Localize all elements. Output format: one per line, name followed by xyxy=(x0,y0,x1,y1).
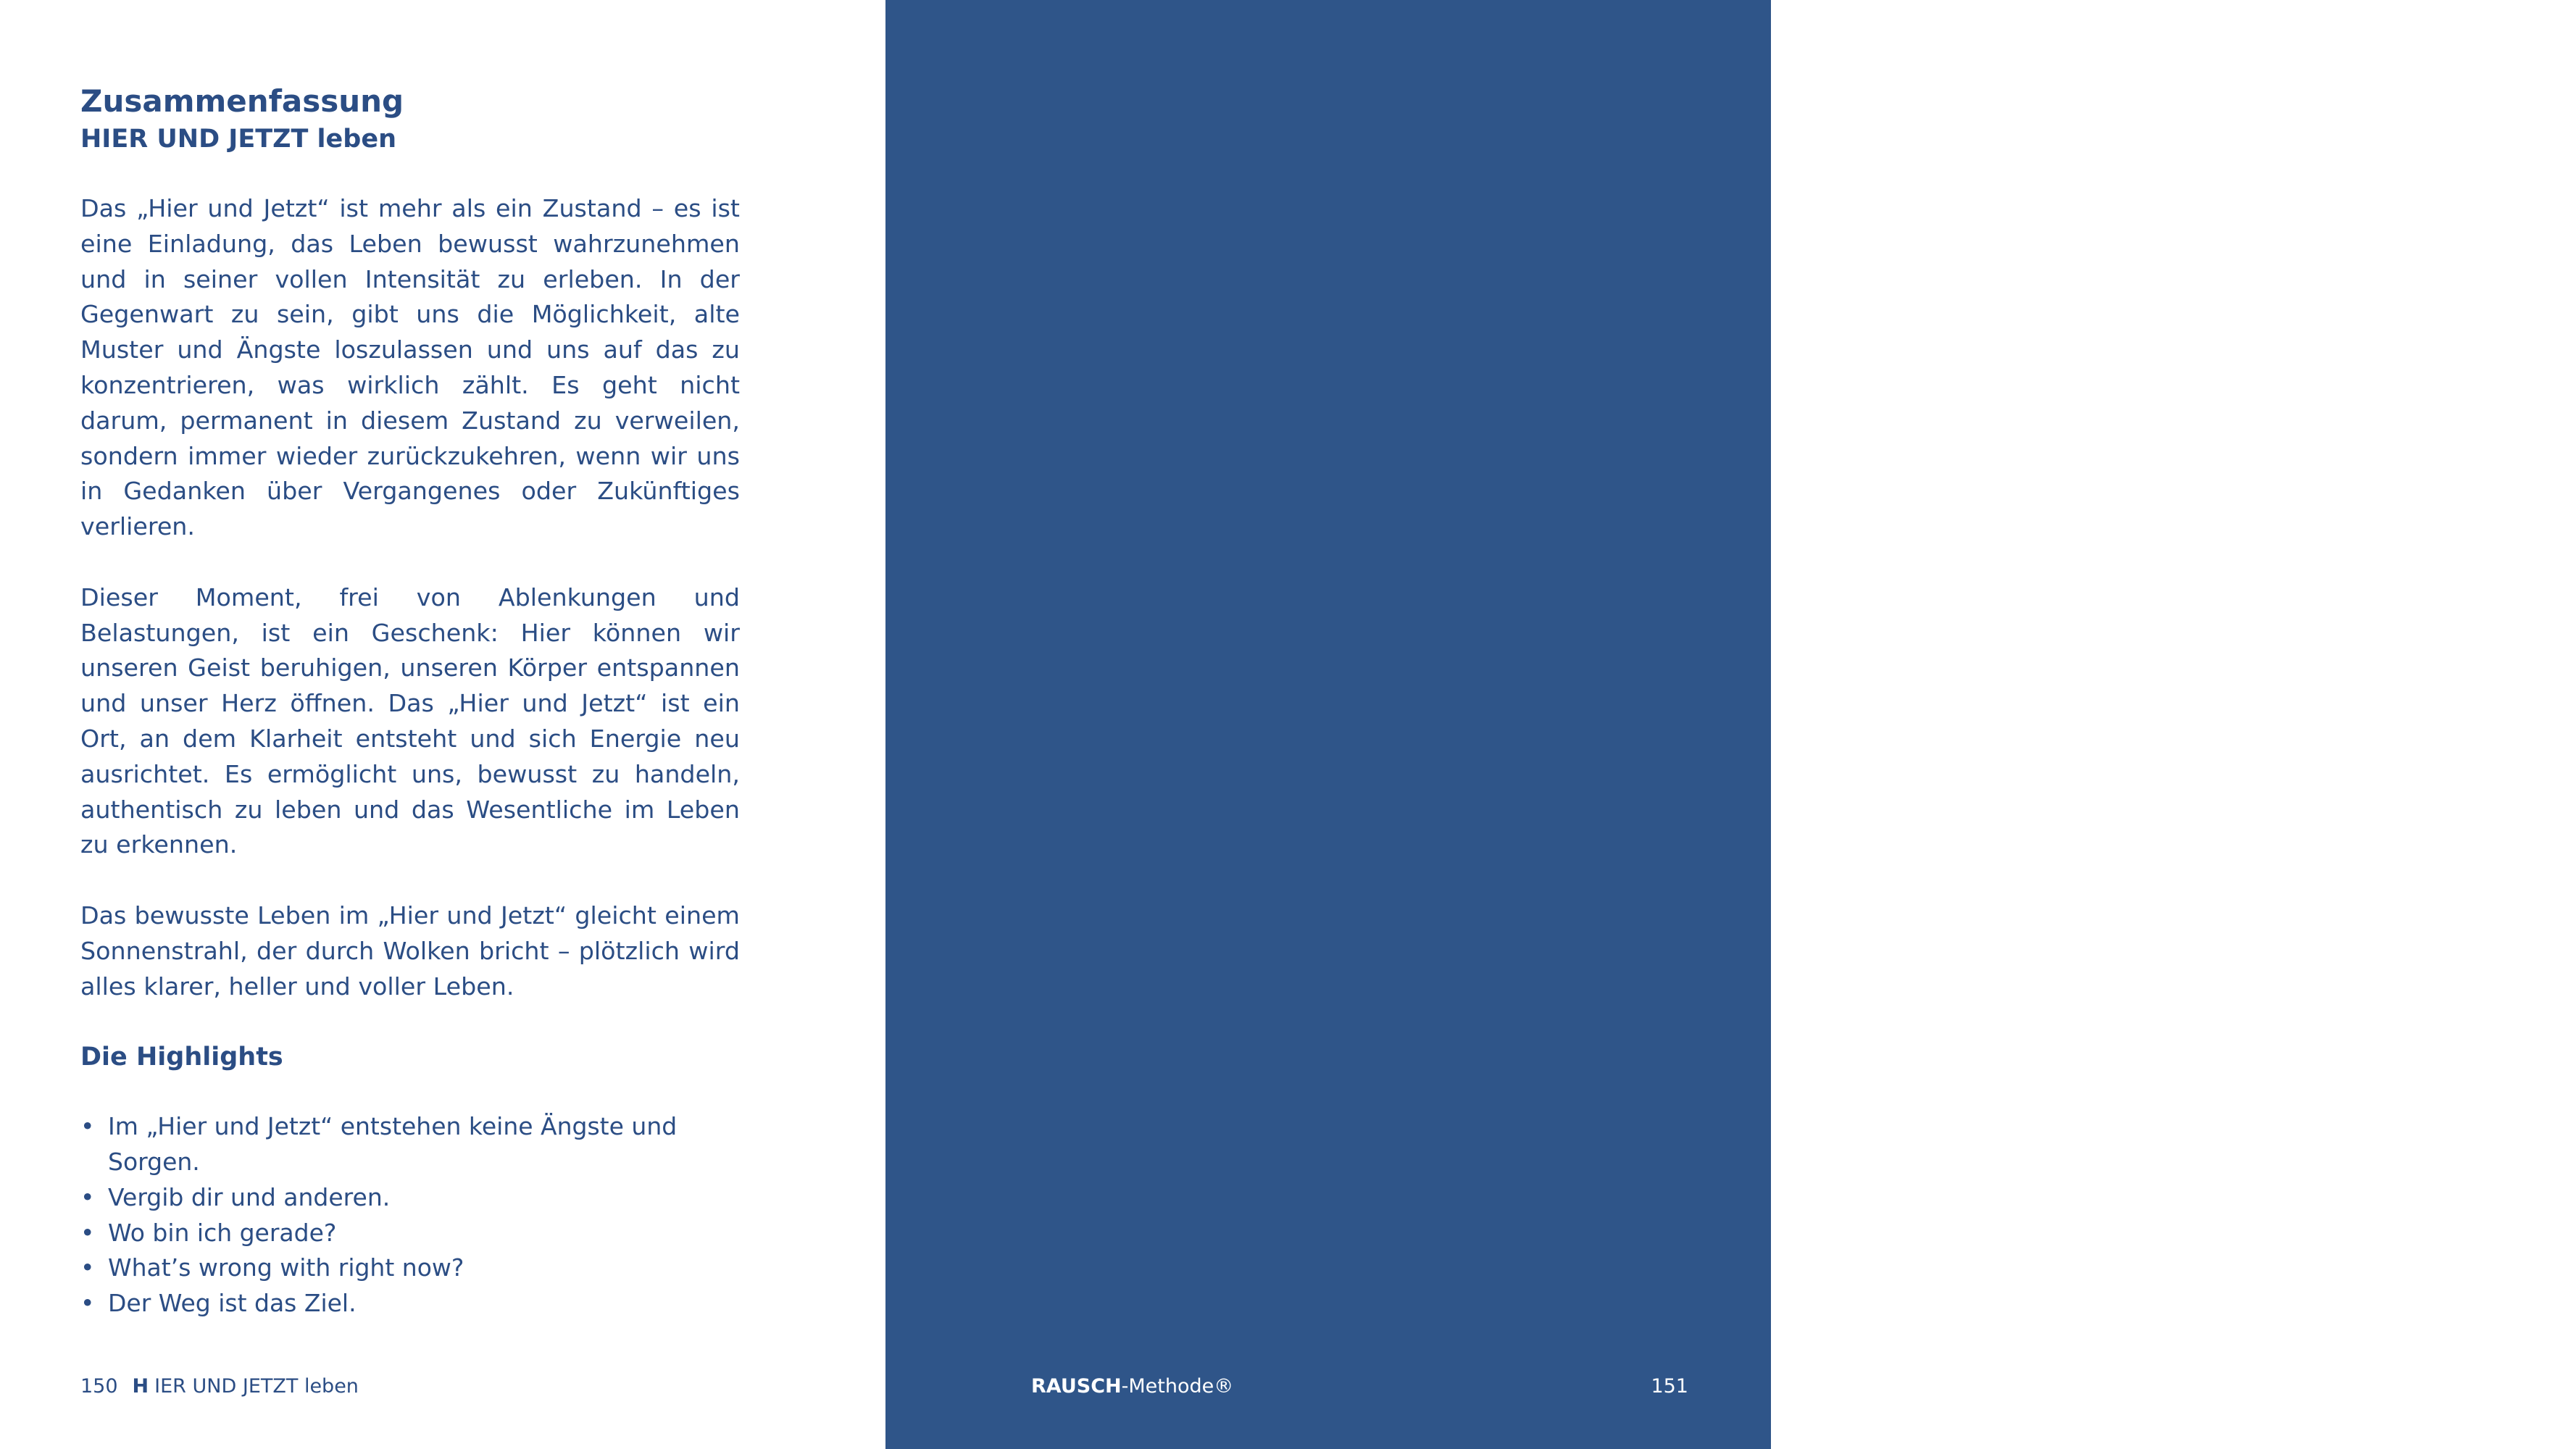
summary-subtitle: HIER UND JETZT leben xyxy=(80,125,396,154)
summary-paragraph-3: Das bewusste Leben im „Hier und Jetzt“ gleicht einem Sonnenstrahl, der durch Wolken bricht – plötzlich wird alles klarer, heller und voller Leben. xyxy=(80,901,740,1001)
highlight-item xyxy=(80,1286,740,1321)
headline-line-1: Lebe den natürlichen xyxy=(1917,74,2524,133)
brand-name-rest: -Methode® xyxy=(1121,1375,1234,1398)
left-page-content xyxy=(80,81,740,1321)
headline-line-2: EnergieRAUSCH! xyxy=(1917,148,2393,207)
highlight-item xyxy=(80,1250,740,1286)
brand-name-bold: RAUSCH xyxy=(1031,1375,1122,1398)
headline xyxy=(1917,67,2576,214)
left-page-footer xyxy=(80,1372,359,1401)
chapter-initial: H xyxy=(132,1375,149,1398)
bullet-icon: • xyxy=(80,1182,95,1211)
right-paragraph-2: Die Umsetzung der RAUSCH-Methode® in unser tägliches Leben ist vergleichbar mit der Pflege eines Gartens. Wenn wir uns um diesen Garten nicht regelmäßig kümmern, überwuchert das Unkraut, und die Schönheit verblasst. Genauso ist es mit unseren Gedanken, Handlungen und Worten. Nur durch achtsame Pflege und regelmäßige Reflexion können wir gedeihen und unser volles Potenzial entfalten. xyxy=(1917,707,2576,983)
highlight-text: What’s wrong with right now? xyxy=(108,1253,464,1282)
highlights-title: Die Highlights xyxy=(80,1043,283,1072)
highlight-item xyxy=(80,1216,740,1251)
right-page-footer-brand xyxy=(1031,1372,1233,1401)
right-page-number: 151 xyxy=(1651,1375,1688,1398)
left-page xyxy=(0,0,885,1449)
highlight-item xyxy=(80,1180,740,1216)
highlight-text: Wo bin ich gerade? xyxy=(108,1218,337,1247)
highlight-text: Der Weg ist das Ziel. xyxy=(108,1289,357,1318)
right-page-content xyxy=(1917,67,2576,1377)
bullet-icon: • xyxy=(80,1112,95,1141)
chapter-title-rest: IER UND JETZT leben xyxy=(154,1375,359,1398)
highlight-text: Vergib dir und anderen. xyxy=(108,1182,391,1211)
left-page-number: 150 xyxy=(80,1375,118,1398)
right-page xyxy=(885,0,2576,1449)
summary-paragraph-1: Das „Hier und Jetzt“ ist mehr als ein Zustand – es ist eine Einladung, das Leben bewusst wahrzunehmen und in seiner vollen Intensität zu erleben. In der Gegenwart zu sein, gibt uns die Möglichkeit, alte Muster und Ängste loszulassen und uns auf das zu konzentrieren, was wirklich zählt. Es geht nicht darum, permanent in diesem Zustand zu verweilen, sondern immer wieder zurückzukehren, wenn wir uns in Gedanken über Vergangenes oder Zukünftiges verlieren. xyxy=(80,194,740,541)
summary-paragraph-2: Dieser Moment, frei von Ablenkungen und Belastungen, ist ein Geschenk: Hier können wir unseren Geist beruhigen, unseren Körper entspannen und unser Herz öffnen. Das „Hier und Jetzt“ ist ein Ort, an dem Klarheit entsteht und sich Energie neu ausrichtet. Es ermöglicht uns, bewusst zu handeln, authentisch zu leben und das Wesentliche im Leben zu erkennen. xyxy=(80,582,740,859)
bold-statement: Doch Wissen allein genügt nicht; es ist das Handeln, das uns formt und weiterbringt. xyxy=(1917,601,2576,665)
highlight-item xyxy=(80,1109,740,1180)
bullet-icon: • xyxy=(80,1289,95,1318)
highlights-list xyxy=(80,1109,740,1321)
right-paragraph-3: Überlege dir, in welchem Bereich du gerade wachsen möchtest. Nimm dir eine kleine Essenz aus der RAUSCH-Methode® bzw. dem Buch heraus – etwas, das du ganz in deinem eigenen Tempo umsetzen möchtest. Vielleicht ist der richtige Zeitpunkt jetzt, vielleicht auch später. Aber du hast nun ein Werkzeug an der Hand, dass dir stetiges Weiterentwickeln ermöglicht. Wenn du nur eine Sache aus meinem Buch verinnerlichst und du dadurch einen kleinen xyxy=(1917,1025,2576,1337)
bullet-icon: • xyxy=(80,1253,95,1282)
bullet-icon: • xyxy=(80,1218,95,1247)
summary-title: Zusammenfassung xyxy=(80,83,404,119)
right-paragraph-1: Die RAUSCH-Methode® wurde entwickelt mit großer Leidenschaft und Liebe und ist weit mehr als eine Sammlung von Techniken. Sie ist ein Aufruf, das Leben zu umarmen, unsere Träume mutig zu leben und jeden Moment als Geschenk zu betrachten. Wie ein Muskel, der durch Training wächst und stärker wird, so können wir uns auch ganzheitlich weiterentwickeln – wenn wir uns den Herausforderungen des Lebens stellen und aktiv nach Wachstum streben. xyxy=(1917,248,2576,559)
highlight-text: Im „Hier und Jetzt“ entstehen keine Ängste und Sorgen. xyxy=(108,1112,678,1176)
